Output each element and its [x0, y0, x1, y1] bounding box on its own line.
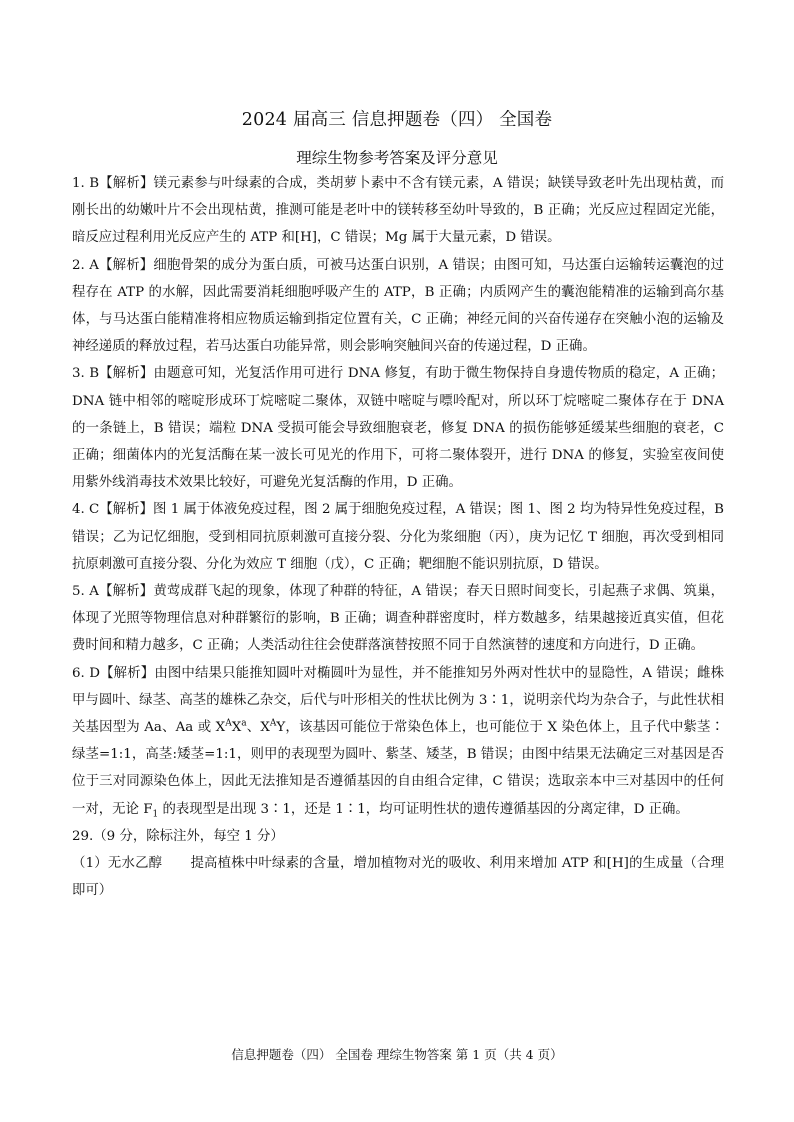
answer-content — [72, 170, 724, 904]
q6-text-3: 、X — [246, 720, 270, 736]
answer-item-4: 4. C【解析】图 1 属于体液免疫过程，图 2 属于细胞免疫过程，A 错误；图 1、图 2 均为特异性免疫过程，B 错误；乙为记忆细胞，受到相同抗原刺激可直接分裂、分化为浆细胞（丙），庚为记忆 T 细胞，再次受到相同抗原刺激可直接分裂、分化为效应 T 细胞（戊），C 正确；靶细胞不能识别抗原，D 错误。 — [72, 502, 724, 572]
answer-item-6 — [72, 660, 724, 823]
page-subtitle: 理综生物参考答案及评分意见 — [296, 149, 498, 167]
question-29-part-1 — [72, 850, 724, 904]
q29-part1-text: 提高植株中叶绿素的含量，增加植物对光的吸收、利用来增加 ATP 和[H]的生成量（合理即可） — [72, 856, 724, 899]
page-footer: 信息押题卷（四） 全国卷 理综生物答案 第 1 页（共 4 页） — [231, 1047, 563, 1062]
q6-sup-3: A — [269, 718, 277, 729]
q6-text-1: 6. D【解析】由图中结果只能推知圆叶对椭圆叶为显性，并不能推知另外两对性状中的显隐性，A 错误；雌株甲与圆叶、绿茎、高茎的雄株乙杂交，后代与叶形相关的性状比例为 3∶1，说明亲代均为杂合子，与此性状相关基因型为 Aa、Aa 或 X — [72, 665, 724, 736]
q29-part1-label: （1）无水乙醇 — [72, 856, 163, 872]
answer-item-5: 5. A【解析】黄莺成群飞起的现象，体现了种群的特征，A 错误；春天日照时间变长，引起燕子求偶、筑巢，体现了光照等物理信息对种群繁衍的影响，B 正确；调查种群密度时，样方数越多，结果越接近真实值，但花费时间和精力越多，C 正确；人类活动往往会使群落演替按照不同于自然演替的速度和方向进行，D 正确。 — [72, 584, 724, 654]
question-29-heading: 29.（9 分，除标注外，每空 1 分） — [72, 828, 284, 844]
answer-item-3: 3. B【解析】由题意可知，光复活作用可进行 DNA 修复，有助于微生物保持自身遗传物质的稳定，A 正确；DNA 链中相邻的嘧啶形成环丁烷嘧啶二聚体，双链中嘧啶与嘌呤配对，所以环丁烷嘧啶二聚体存在于 DNA 的一条链上，B 错误；端粒 DNA 受损可能会导致细胞衰老，修复 DNA 的损伤能够延缓某些细胞的衰老，C 正确；细菌体内的光复活酶在某一波长可见光的作用下，可将二聚体裂开，进行 DNA 的修复，实验室夜间使用紫外线消毒技术效果比较好，可避免光复活酶的作用，D 正确。 — [72, 366, 724, 491]
q6-text-5: 的表现型是出现 3∶1，还是 1∶1，均可证明性状的遗传遵循基因的分离定律，D 正确。 — [158, 801, 689, 817]
q6-sup-1: A — [225, 718, 232, 729]
q6-sub-1: 1 — [152, 809, 159, 820]
page-title: 2024 届高三 信息押题卷（四） 全国卷 — [241, 110, 553, 130]
q6-text-4: Y，该基因可能位于常染色体上，也可能位于 X 染色体上，且子代中紫茎∶绿茎=1:1，高茎:矮茎=1:1，则甲的表现型为圆叶、紫茎、矮茎，B 错误；由图中结果无法确定三对基因是否位于三对同源染色体上，因此无法推知是否遵循基因的自由组合定律，C 错误；选取亲本中三对基因中的任何一对，无论 F — [72, 720, 724, 817]
q6-sup-2: a — [241, 718, 247, 729]
answer-item-2: 2. A【解析】细胞骨架的成分为蛋白质，可被马达蛋白识别，A 错误；由图可知，马达蛋白运输转运囊泡的过程存在 ATP 的水解，因此需要消耗细胞呼吸产生的 ATP，B 正确；内质网产生的囊泡能精准的运输到高尔基体，与马达蛋白能精准将相应物质运输到指定位置有关，C 正确；神经元间的兴奋传递存在突触小泡的运输及神经递质的释放过程，若马达蛋白功能异常，则会影响突触间兴奋的传递过程，D 正确。 — [72, 257, 724, 355]
answer-item-1: 1. B【解析】镁元素参与叶绿素的合成，类胡萝卜素中不含有镁元素，A 错误；缺镁导致老叶先出现枯黄，而刚长出的幼嫩叶片不会出现枯黄，推测可能是老叶中的镁转移至幼叶导致的，B 正确；光反应过程固定光能，暗反应过程利用光反应产生的 ATP 和[H]，C 错误；Mg 属于大量元素，D 错误。 — [72, 176, 724, 246]
q6-text-2: X — [231, 720, 242, 736]
